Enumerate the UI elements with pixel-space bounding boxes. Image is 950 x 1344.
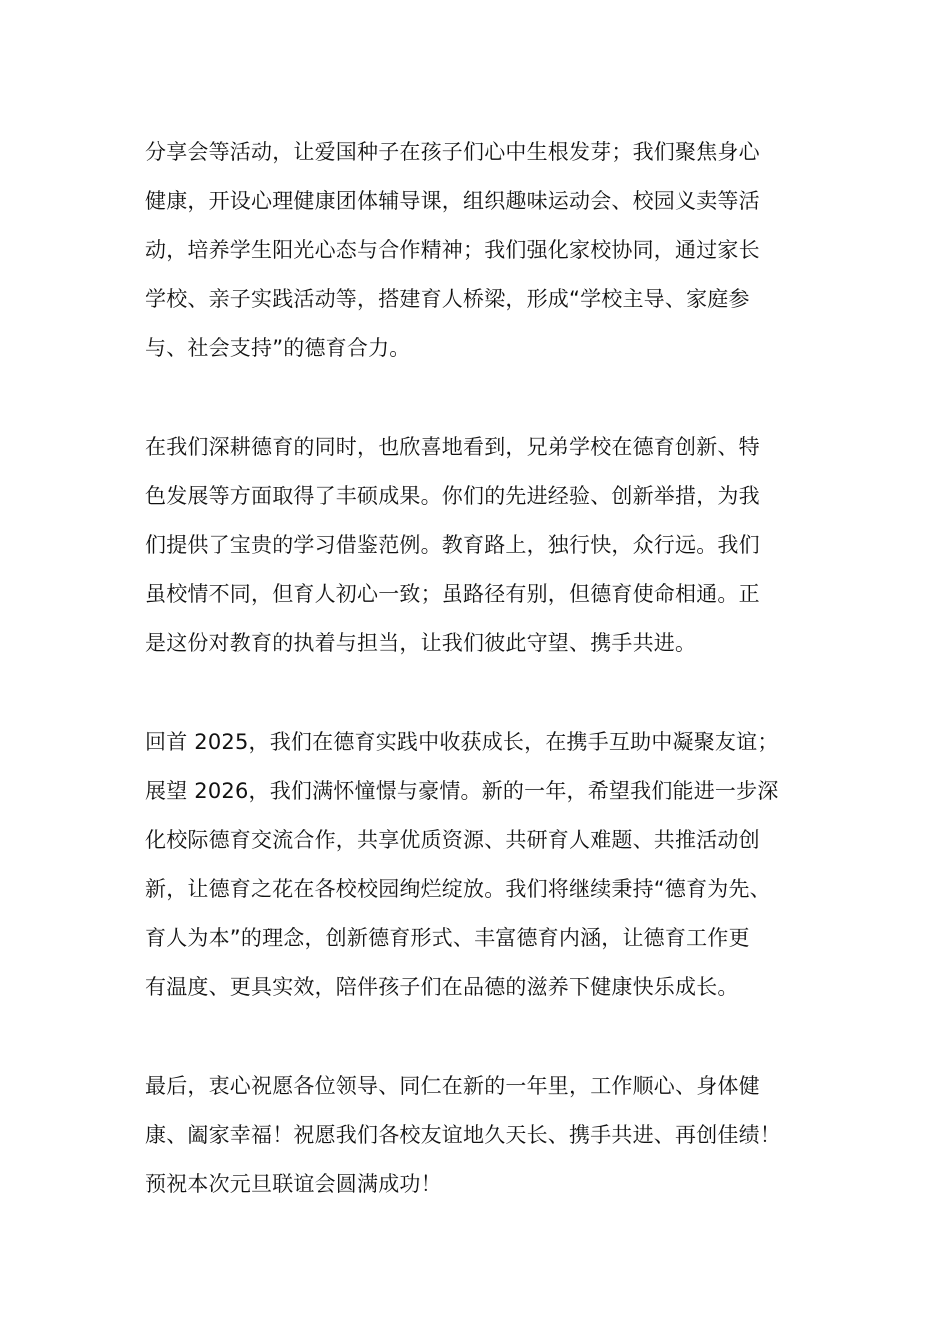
text-line: 学校、亲子实践活动等，搭建育人桥梁，形成“学校主导、家庭参 — [145, 287, 750, 311]
paragraph-3 — [145, 718, 835, 1012]
text-line: 回首 2025，我们在德育实践中收获成长，在携手互助中凝聚友谊； — [145, 730, 779, 754]
text-line: 展望 2026，我们满怀憧憬与豪情。新的一年，希望我们能进一步深 — [145, 779, 779, 803]
text-line: 化校际德育交流合作，共享优质资源、共研育人难题、共推活动创 — [145, 828, 760, 852]
text-line: 分享会等活动，让爱国种子在孩子们心中生根发芽；我们聚焦身心 — [145, 140, 760, 164]
text-line: 色发展等方面取得了丰硕成果。你们的先进经验、创新举措，为我 — [145, 484, 760, 508]
paragraph-2 — [145, 423, 835, 668]
text-line: 与、社会支持”的德育合力。 — [145, 336, 411, 360]
text-line: 是这份对教育的执着与担当，让我们彼此守望、携手共进。 — [145, 631, 697, 655]
text-line: 预祝本次元旦联谊会圆满成功！ — [145, 1172, 442, 1196]
text-line: 们提供了宝贵的学习借鉴范例。教育路上，独行快，众行远。我们 — [145, 533, 760, 557]
text-line: 康、阖家幸福！祝愿我们各校友谊地久天长、携手共进、再创佳绩！ — [145, 1123, 781, 1147]
text-line: 动，培养学生阳光心态与合作精神；我们强化家校协同，通过家长 — [145, 238, 760, 262]
paragraph-spacer — [145, 373, 835, 423]
text-line: 虽校情不同，但育人初心一致；虽路径有别，但德育使命相通。正 — [145, 582, 760, 606]
paragraph-1 — [145, 128, 835, 373]
text-line: 育人为本”的理念，创新德育形式、丰富德育内涵，让德育工作更 — [145, 926, 750, 950]
paragraph-spacer — [145, 668, 835, 718]
paragraph-4 — [145, 1062, 835, 1209]
text-line: 最后，衷心祝愿各位领导、同仁在新的一年里，工作顺心、身体健 — [145, 1074, 760, 1098]
text-line: 健康，开设心理健康团体辅导课，组织趣味运动会、校园义卖等活 — [145, 189, 760, 213]
document-body — [145, 128, 835, 1209]
text-line: 有温度、更具实效，陪伴孩子们在品德的滋养下健康快乐成长。 — [145, 975, 739, 999]
paragraph-spacer — [145, 1012, 835, 1062]
text-line: 在我们深耕德育的同时，也欣喜地看到，兄弟学校在德育创新、特 — [145, 435, 760, 459]
text-line: 新，让德育之花在各校校园绚烂绽放。我们将继续秉持“德育为先、 — [145, 877, 771, 901]
